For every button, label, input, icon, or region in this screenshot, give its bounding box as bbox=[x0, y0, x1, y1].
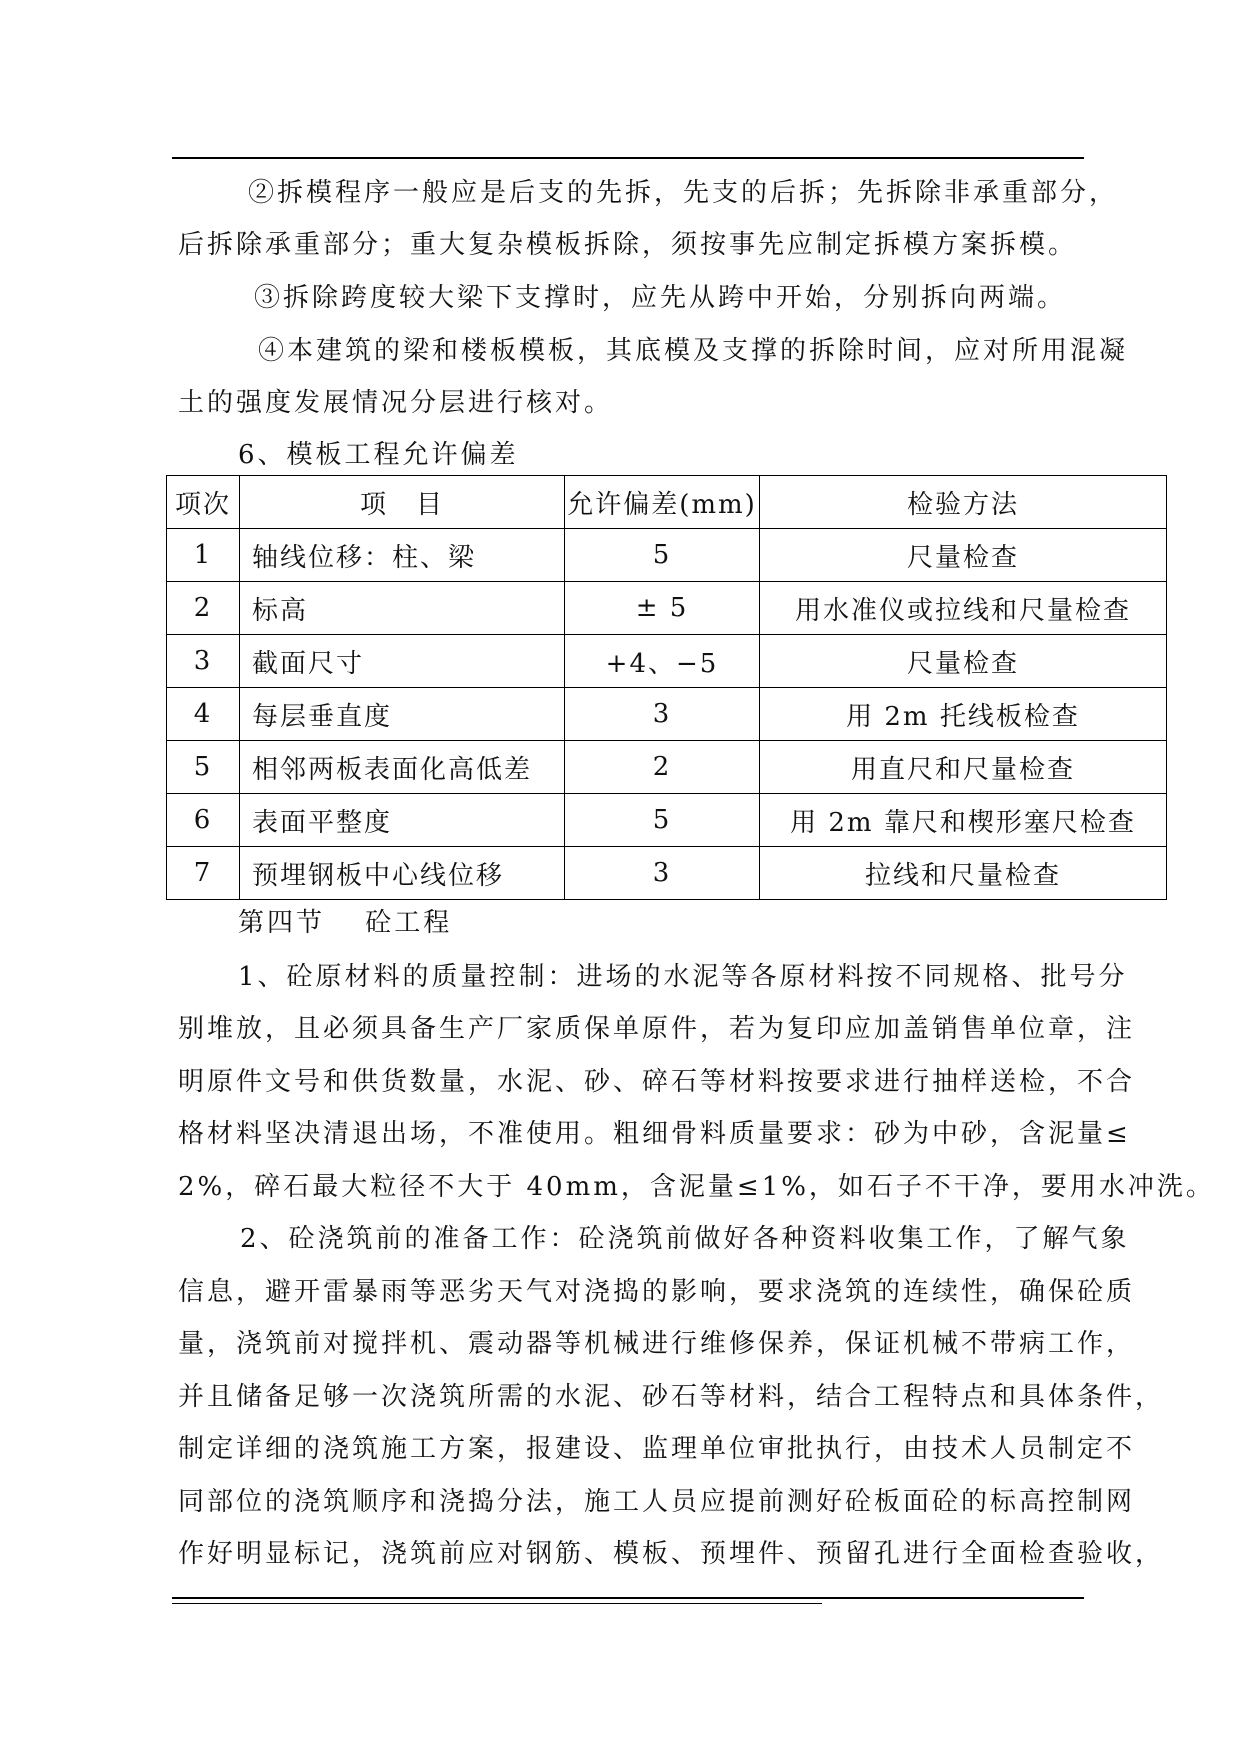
header-cell-item: 项 目 bbox=[240, 476, 565, 529]
row-item: 表面平整度 bbox=[240, 794, 565, 847]
row-item: 标高 bbox=[240, 582, 565, 635]
table-row bbox=[167, 794, 1167, 847]
paragraph-line: 明原件文号和供货数量，水泥、砂、碎石等材料按要求进行抽样送检，不合 bbox=[178, 1067, 1136, 1097]
row-index: 7 bbox=[167, 847, 240, 900]
row-method: 尺量检查 bbox=[760, 529, 1167, 582]
row-method: 拉线和尺量检查 bbox=[760, 847, 1167, 900]
row-tolerance: 5 bbox=[565, 794, 760, 847]
paragraph-line: 1、砼原材料的质量控制：进场的水泥等各原材料按不同规格、批号分 bbox=[238, 962, 1128, 992]
row-index: 6 bbox=[167, 794, 240, 847]
row-index: 2 bbox=[167, 582, 240, 635]
table-row bbox=[167, 688, 1167, 741]
row-method: 用 2m 托线板检查 bbox=[760, 688, 1167, 741]
table-row bbox=[167, 847, 1167, 900]
table-row bbox=[167, 529, 1167, 582]
table-row bbox=[167, 582, 1167, 635]
header-rule bbox=[172, 157, 1084, 159]
paragraph-line: 同部位的浇筑顺序和浇捣分法，施工人员应提前测好砼板面砼的标高控制网 bbox=[178, 1487, 1136, 1517]
row-tolerance: 2 bbox=[565, 741, 760, 794]
paragraph-line: 格材料坚决清退出场，不准使用。粗细骨料质量要求：砂为中砂，含泥量≤ bbox=[178, 1119, 1131, 1149]
footer-rule bbox=[172, 1597, 1084, 1599]
tolerance-table bbox=[166, 475, 1167, 900]
row-tolerance: 3 bbox=[565, 847, 760, 900]
row-item: 截面尺寸 bbox=[240, 635, 565, 688]
paragraph-line: ④本建筑的梁和楼板模板，其底模及支撑的拆除时间，应对所用混凝 bbox=[258, 336, 1129, 366]
row-index: 3 bbox=[167, 635, 240, 688]
row-index: 1 bbox=[167, 529, 240, 582]
header-cell-index: 项次 bbox=[167, 476, 240, 529]
paragraph-line: 2%，碎石最大粒径不大于 40mm，含泥量≤1%，如石子不干净，要用水冲洗。 bbox=[178, 1172, 1215, 1202]
paragraph-line: 别堆放，且必须具备生产厂家质保单原件，若为复印应加盖销售单位章，注 bbox=[178, 1014, 1136, 1044]
header-cell-method: 检验方法 bbox=[760, 476, 1167, 529]
row-method: 尺量检查 bbox=[760, 635, 1167, 688]
row-item: 每层垂直度 bbox=[240, 688, 565, 741]
row-item: 预埋钢板中心线位移 bbox=[240, 847, 565, 900]
table-row bbox=[167, 635, 1167, 688]
paragraph-line: 土的强度发展情况分层进行核对。 bbox=[178, 388, 614, 418]
row-item: 相邻两板表面化高低差 bbox=[240, 741, 565, 794]
paragraph-line: 制定详细的浇筑施工方案，报建设、监理单位审批执行，由技术人员制定不 bbox=[178, 1434, 1136, 1464]
paragraph-line: 量，浇筑前对搅拌机、震动器等机械进行维修保养，保证机械不带病工作， bbox=[178, 1329, 1136, 1359]
row-tolerance: +4、−5 bbox=[565, 635, 760, 688]
row-item: 轴线位移：柱、梁 bbox=[240, 529, 565, 582]
paragraph-line: 2、砼浇筑前的准备工作：砼浇筑前做好各种资料收集工作，了解气象 bbox=[240, 1224, 1130, 1254]
row-index: 4 bbox=[167, 688, 240, 741]
section-heading: 6、模板工程允许偏差 bbox=[238, 440, 519, 470]
paragraph-line: 后拆除承重部分；重大复杂模板拆除，须按事先应制定拆模方案拆模。 bbox=[178, 230, 1078, 260]
table-row bbox=[167, 741, 1167, 794]
row-method: 用直尺和尺量检查 bbox=[760, 741, 1167, 794]
paragraph-line: ③拆除跨度较大梁下支撑时，应先从跨中开始，分别拆向两端。 bbox=[254, 283, 1067, 313]
table-header-row bbox=[167, 476, 1167, 529]
row-tolerance: 3 bbox=[565, 688, 760, 741]
row-method: 用 2m 靠尺和楔形塞尺检查 bbox=[760, 794, 1167, 847]
paragraph-line: 作好明显标记，浇筑前应对钢筋、模板、预埋件、预留孔进行全面检查验收， bbox=[178, 1539, 1165, 1569]
row-tolerance: 5 bbox=[565, 529, 760, 582]
paragraph-line: 并且储备足够一次浇筑所需的水泥、砂石等材料，结合工程特点和具体条件， bbox=[178, 1382, 1165, 1412]
paragraph-line: 信息，避开雷暴雨等恶劣天气对浇捣的影响，要求浇筑的连续性，确保砼质 bbox=[178, 1277, 1136, 1307]
footer-rule-thin bbox=[172, 1603, 822, 1604]
section-heading: 第四节 砼工程 bbox=[238, 908, 453, 938]
row-method: 用水准仪或拉线和尺量检查 bbox=[760, 582, 1167, 635]
row-index: 5 bbox=[167, 741, 240, 794]
row-tolerance: ± 5 bbox=[565, 582, 760, 635]
paragraph-line: ②拆模程序一般应是后支的先拆，先支的后拆；先拆除非承重部分， bbox=[248, 178, 1119, 208]
header-cell-tolerance: 允许偏差(mm) bbox=[565, 476, 760, 529]
